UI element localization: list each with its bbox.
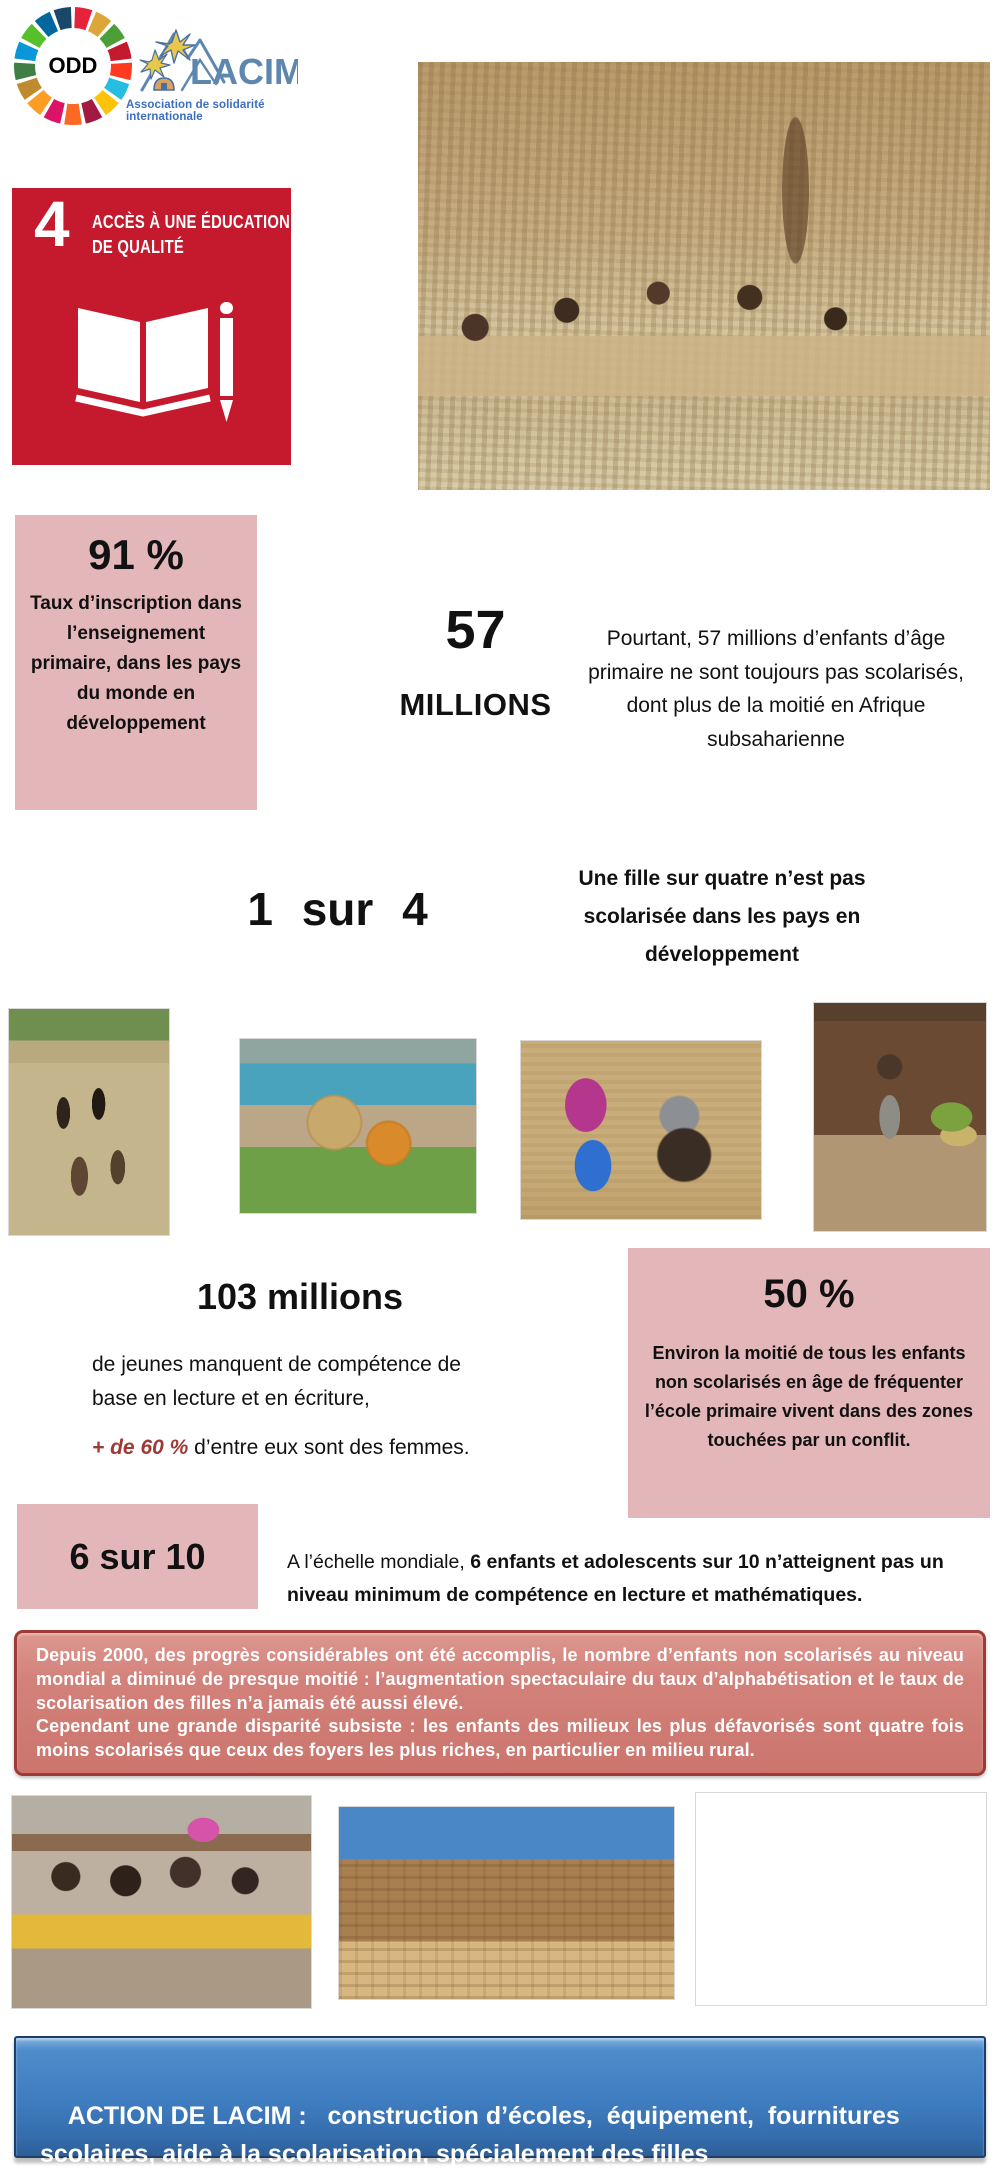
lacim-logo <box>138 20 298 98</box>
stat-50-card <box>628 1248 990 1518</box>
open-book-pencil-icon <box>68 296 238 434</box>
stat-6sur10-intro: A l’échelle mondiale, <box>287 1551 471 1573</box>
palm-star-icon <box>140 30 195 79</box>
odd-label: ODD <box>48 53 98 78</box>
lacim-mountain-palm-icon <box>138 20 298 98</box>
stat-103-value: 103 millions <box>196 1276 404 1317</box>
stat-103-highlight: + de 60 % <box>92 1436 189 1460</box>
sdg4-title: ACCÈS À UNE ÉDUCATION DE QUALITÉ <box>92 211 290 257</box>
photo-children-yellow-desk <box>11 1795 312 2009</box>
stat-91-card <box>15 515 257 810</box>
stat-91-value: 91 % <box>88 531 184 578</box>
stat-103-tail: d’entre eux sont des femmes. <box>188 1436 470 1460</box>
stat-6sur10-text <box>287 1546 987 1612</box>
odd-sdg-wheel <box>12 5 134 127</box>
stat-50-text: Environ la moitié de tous les enfants non scolarisés en âge de fréquenter l’école primaire vivent dans des zones touchées par un conflit. <box>644 1343 974 1451</box>
photo-children-pounding-millet <box>8 1008 170 1236</box>
stat-1sur4-text: Une fille sur quatre n’est pas scolarisée dans les pays en développement <box>578 867 866 967</box>
stat-50-value: 50 % <box>763 1272 855 1316</box>
stat-103-line1: de jeunes manquent de compétence de base en lecture et en écriture, <box>92 1353 461 1411</box>
stat-6sur10-bold: 6 enfants et adolescents sur 10 n’atteignent pas un niveau minimum de compétence en lecture et mathématiques. <box>287 1551 944 1606</box>
stat-103-line2 <box>92 1431 502 1465</box>
stat-57-text: Pourtant, 57 millions d’enfants d’âge primaire ne sont toujours pas scolarisés, dont plus de la moitié en Afrique subsaharienne <box>588 627 964 751</box>
stat-91-text: Taux d’inscription dans l’enseignement primaire, dans les pays du monde en développement <box>30 593 242 735</box>
stat-6sur10-card <box>17 1504 258 1609</box>
sdg4-card <box>12 188 291 465</box>
stat-57-card <box>378 600 573 723</box>
photo-crowded-classroom <box>695 1792 987 2006</box>
photo-child-vegetable-market <box>239 1038 477 1214</box>
photo-classroom-thatched-roof <box>418 62 990 490</box>
progress-summary-box <box>14 1630 986 1776</box>
photo-school-under-construction <box>338 1806 675 2000</box>
sdg4-number: 4 <box>34 188 70 260</box>
photo-woman-cooking <box>520 1040 762 1220</box>
stat-1sur4-value: 1 sur 4 <box>247 883 428 935</box>
action-lacim-text: ACTION DE LACIM : construction d’écoles, équipement, fournitures scolaires, aide à la scolarisation, spécialement des filles <box>40 2102 907 2168</box>
hut-icon <box>154 78 174 90</box>
photo-child-fruit-stall <box>813 1002 987 1232</box>
stat-57-unit: MILLIONS <box>399 687 552 722</box>
stat-57-value: 57 <box>445 600 506 660</box>
stat-103-text <box>92 1348 502 1465</box>
action-lacim-box <box>14 2036 986 2168</box>
progress-line2: Cependant une grande disparité subsiste : les enfants des milieux les plus défavorisés sont quatre fois moins scolarisés que ceux des foyers les plus riches, en particulier en milieu rural. <box>36 1716 964 1760</box>
stat-6sur10-value: 6 sur 10 <box>69 1535 206 1577</box>
progress-line1: Depuis 2000, des progrès considérables ont été accomplis, le nombre d’enfants non scolarisés au niveau mondial a diminué de presque moitié : l’augmentation spectaculaire du taux d’alphabétisation et le taux de scolarisation des filles n’a jamais été aussi élevé. <box>36 1645 964 1713</box>
lacim-tagline: Association de solidarité internationale <box>126 99 265 123</box>
lacim-wordmark: LACIM <box>190 51 298 92</box>
